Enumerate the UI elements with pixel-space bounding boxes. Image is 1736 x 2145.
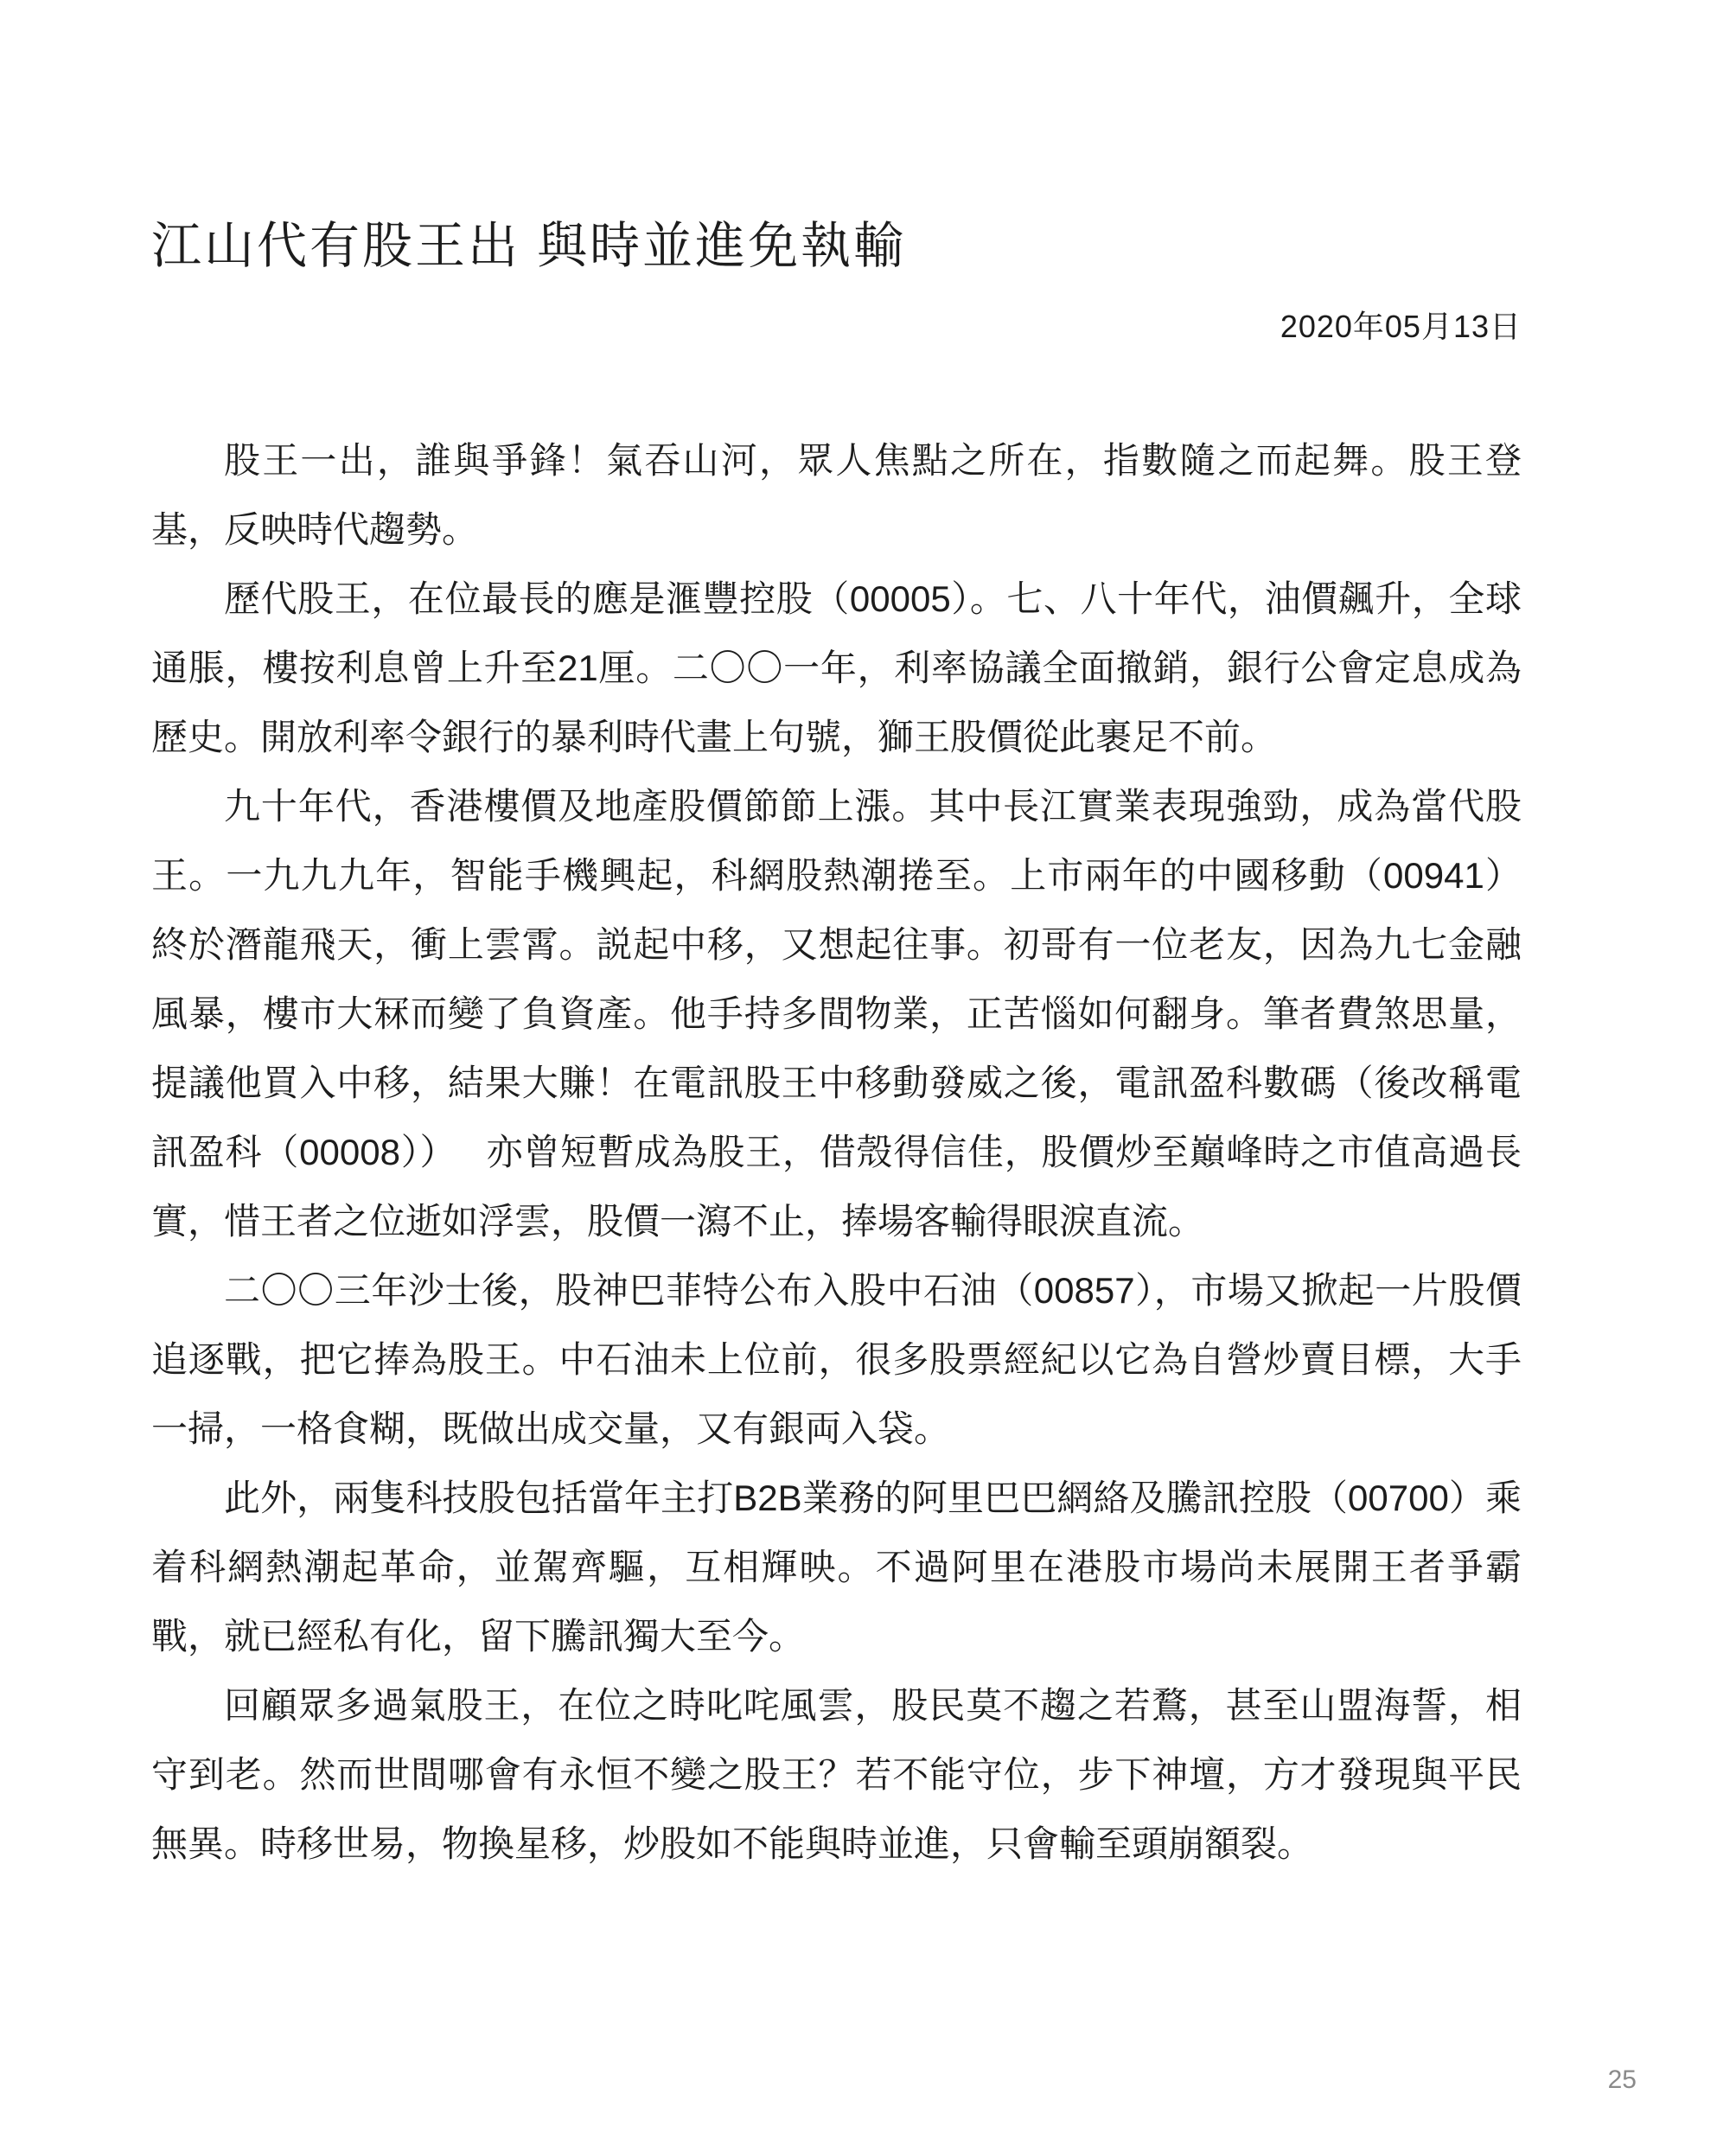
paragraph-2: 歷代股王，在位最長的應是滙豐控股（00005）。七、八十年代，油價飆升，全球通脹，樓按利息曾上升至21厘。二〇〇一年，利率協議全面撤銷，銀行公會定息成為歷史。開放利率令銀行的暴利時代畫上句號，獅王股價從此裹足不前。 bbox=[151, 578, 1522, 757]
paragraph-1: 股王一出，誰與爭鋒！氣吞山河，眾人焦點之所在，指數隨之而起舞。股王登基，反映時代趨勢。 bbox=[151, 439, 1522, 550]
paragraph-6: 回顧眾多過氣股王，在位之時叱咤風雲，股民莫不趨之若鶩，甚至山盟海誓，相守到老。然而世間哪會有永恒不變之股王？若不能守位，步下神壇，方才發現與平民無異。時移世易，物換星移，炒股如不能與時並進，只會輸至頭崩額裂。 bbox=[151, 1684, 1522, 1864]
page-number: 25 bbox=[1607, 2065, 1637, 2094]
article-content bbox=[151, 216, 1522, 1879]
paragraph-4: 二〇〇三年沙士後，股神巴菲特公布入股中石油（00857），市場又掀起一片股價追逐戰，把它捧為股王。中石油未上位前，很多股票經紀以它為自營炒賣目標，大手一掃，一格食糊，既做出成交量，又有銀両入袋。 bbox=[151, 1269, 1522, 1449]
paragraph-3: 九十年代，香港樓價及地產股價節節上漲。其中長江實業表現強勁，成為當代股王。一九九九年，智能手機興起，科網股熱潮捲至。上市兩年的中國移動（00941）終於潛龍飛天，衝上雲霄。説起中移，又想起往事。初哥有一位老友，因為九七金融風暴，樓市大冧而變了負資產。他手持多間物業，正苦惱如何翻身。筆者費煞思量，提議他買入中移，結果大賺！在電訊股王中移動發威之後，電訊盈科數碼（後改稱電訊盈科（00008）） 亦曾短暫成為股王，借殼得信佳，股價炒至巔峰時之市值高過長實，惜王者之位逝如浮雲，股價一瀉不止，捧場客輸得眼淚直流。 bbox=[151, 785, 1522, 1242]
paragraph-5: 此外，兩隻科技股包括當年主打B2B業務的阿里巴巴網絡及騰訊控股（00700）乘着科網熱潮起革命，並駕齊驅，互相輝映。不過阿里在港股市場尚未展開王者爭霸戰，就已經私有化，留下騰訊獨大至今。 bbox=[151, 1477, 1522, 1657]
article-title: 江山代有股王出 與時並進免執輸 bbox=[151, 218, 907, 274]
article-date: 2020年05月13日 bbox=[1280, 308, 1522, 344]
article-body bbox=[151, 426, 1522, 1879]
